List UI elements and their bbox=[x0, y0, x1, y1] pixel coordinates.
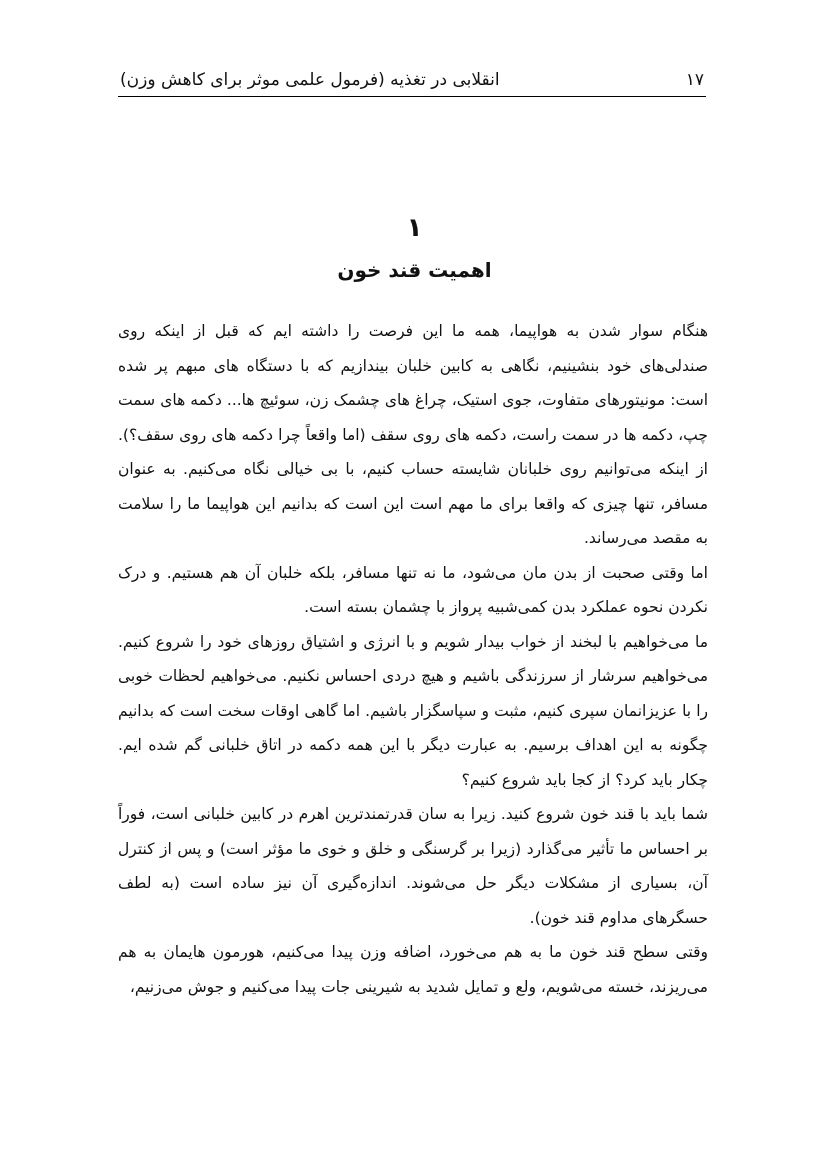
paragraph: اما وقتی صحبت از بدن مان می‌شود، ما نه تنها مسافر، بلکه خلبان آن هم هستیم. و درک نکردن نحوه عملکرد بدن کمی‌شبیه پرواز با چشمان بسته است. bbox=[118, 563, 708, 616]
body-text bbox=[118, 314, 708, 1004]
running-header bbox=[118, 62, 706, 92]
chapter-title: اهمیت قند خون bbox=[337, 258, 492, 282]
paragraph: شما باید با قند خون شروع کنید. زیرا به سان قدرتمندترین اهرم در کابین خلبانی است، فوراً بر احساس ما تأثیر می‌گذارد (زیرا بر گرسنگی و خلق و خوی ما مؤثر است) و پس از کنترل آن، بسیاری از مشکلات دیگر حل می‌شوند. اندازه‌گیری آن نیز ساده است (به لطف حسگرهای مداوم قند خون). bbox=[118, 805, 708, 927]
running-title: انقلابی در تغذیه (فرمول علمی موثر برای کاهش وزن) bbox=[120, 70, 500, 90]
paragraph: وقتی سطح قند خون ما به هم می‌خورد، اضافه وزن پیدا می‌کنیم، هورمون هایمان به هم می‌ریزند، خسته می‌شویم، ولع و تمایل شدید به شیرینی جات پیدا می‌کنیم و جوش می‌زنیم، bbox=[118, 943, 708, 996]
chapter-number: ۱ bbox=[406, 213, 423, 243]
page-number: ۱۷ bbox=[685, 70, 704, 90]
header-rule bbox=[118, 96, 706, 97]
paragraph: هنگام سوار شدن به هواپیما، همه ما این فرصت را داشته ایم که قبل از اینکه روی صندلی‌های خود بنشینیم، نگاهی به کابین خلبان بیندازیم که با دستگاه های مبهم پر شده است: مونیتورهای متفاوت، جوی استیک، چراغ های چشمک زن، سوئیچ ها... دکمه های سمت چپ، دکمه ها در سمت راست، دکمه های روی سقف (اما واقعاً چرا دکمه های روی سقف؟). از اینکه می‌توانیم روی خلبانان شایسته حساب کنیم، با بی خیالی نگاه می‌کنیم. به عنوان مسافر، تنها چیزی که واقعا برای ما مهم است این است که بدانیم این هواپیما ما را سلامت به مقصد می‌رساند. bbox=[118, 322, 708, 547]
paragraph: ما می‌خواهیم با لبخند از خواب بیدار شویم و با انرژی و اشتیاق روزهای خود را شروع کنیم. می‌خواهیم سرشار از سرزندگی باشیم و هیچ دردی احساس نکنیم. می‌خواهیم لحظات خوبی را با عزیزانمان سپری کنیم، مثبت و سپاسگزار باشیم. اما گاهی اوقات سخت است که بدانیم چگونه به این اهداف برسیم. به عبارت دیگر با این همه دکمه در اتاق خلبانی گم شده ایم. چکار باید کرد؟ از کجا باید شروع کنیم؟ bbox=[118, 632, 708, 789]
